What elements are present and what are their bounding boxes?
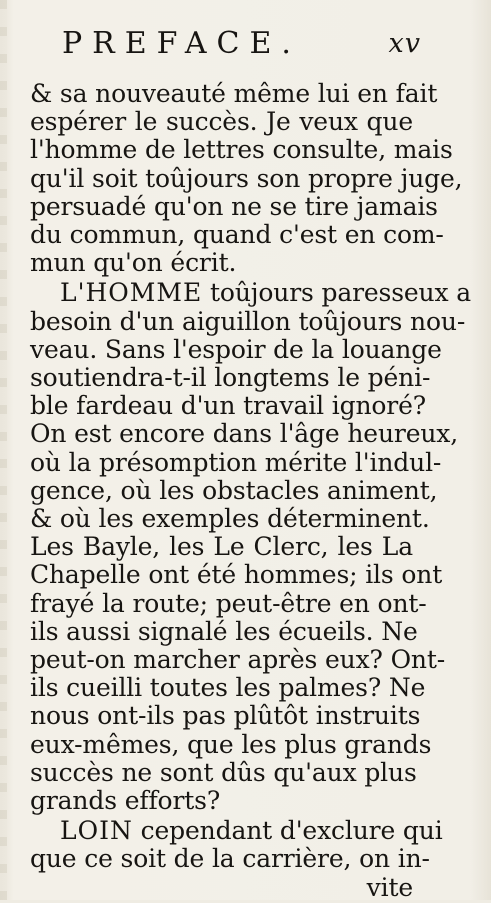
- text-line: peut-on marcher après eux? Ont-: [30, 645, 446, 674]
- paragraph-opening-line: L'HOMME toûjours paresseux a: [60, 278, 472, 308]
- text-line: ils aussi signalé les écueils. Ne: [30, 616, 418, 646]
- text-line: Les Bayle, les Le Clerc, les La: [30, 532, 413, 562]
- binding-gutter: [0, 0, 7, 900]
- text-line: où la présomption mérite l'indul-: [30, 447, 442, 477]
- text-line: que ce soit de la carrière, on in-: [30, 844, 430, 874]
- page-header: [62, 24, 420, 64]
- running-title: PREFACE.: [62, 26, 301, 61]
- text-line: frayé la route; peut-être en ont-: [30, 588, 427, 618]
- text-line: gence, où les obstacles animent,: [30, 475, 438, 505]
- text-line: l'homme de lettres consulte, mais: [30, 135, 453, 165]
- text-line: persuadé qu'on ne se tire jamais: [30, 191, 438, 221]
- text-line: ble fardeau d'un travail ignoré?: [30, 391, 426, 421]
- catchword: vite: [366, 872, 413, 902]
- text-line: ils cueilli toutes les palmes? Ne: [30, 673, 426, 703]
- main-text: [30, 79, 472, 902]
- text-line: Chapelle ont été hommes; ils ont: [30, 560, 443, 590]
- page-number: xv: [388, 28, 421, 59]
- paragraph-opening-line: LOIN cependant d'exclure qui: [60, 816, 443, 846]
- text-line: veau. Sans l'espoir de la louange: [30, 334, 442, 364]
- text-line: succès ne sont dûs qu'aux plus: [30, 757, 417, 787]
- text-line: eux-mêmes, que les plus grands: [30, 729, 432, 759]
- text-line: grands efforts?: [30, 786, 221, 815]
- text-line: qu'il soit toûjours son propre juge,: [30, 163, 463, 193]
- text-line: nous ont-ils pas plûtôt instruits: [30, 701, 421, 731]
- text-line: On est encore dans l'âge heureux,: [30, 419, 459, 449]
- text-line: & sa nouveauté même lui en fait: [30, 79, 438, 108]
- text-line: espérer le succès. Je veux que: [30, 107, 413, 137]
- text-line: & où les exemples déterminent.: [30, 504, 430, 533]
- text-line: soutiendra-t-il longtems le péni-: [30, 363, 431, 392]
- text-line: mun qu'on écrit.: [30, 248, 237, 278]
- text-line: besoin d'un aiguillon toûjours nou-: [30, 306, 466, 336]
- text-line: du commun, quand c'est en com-: [30, 220, 444, 249]
